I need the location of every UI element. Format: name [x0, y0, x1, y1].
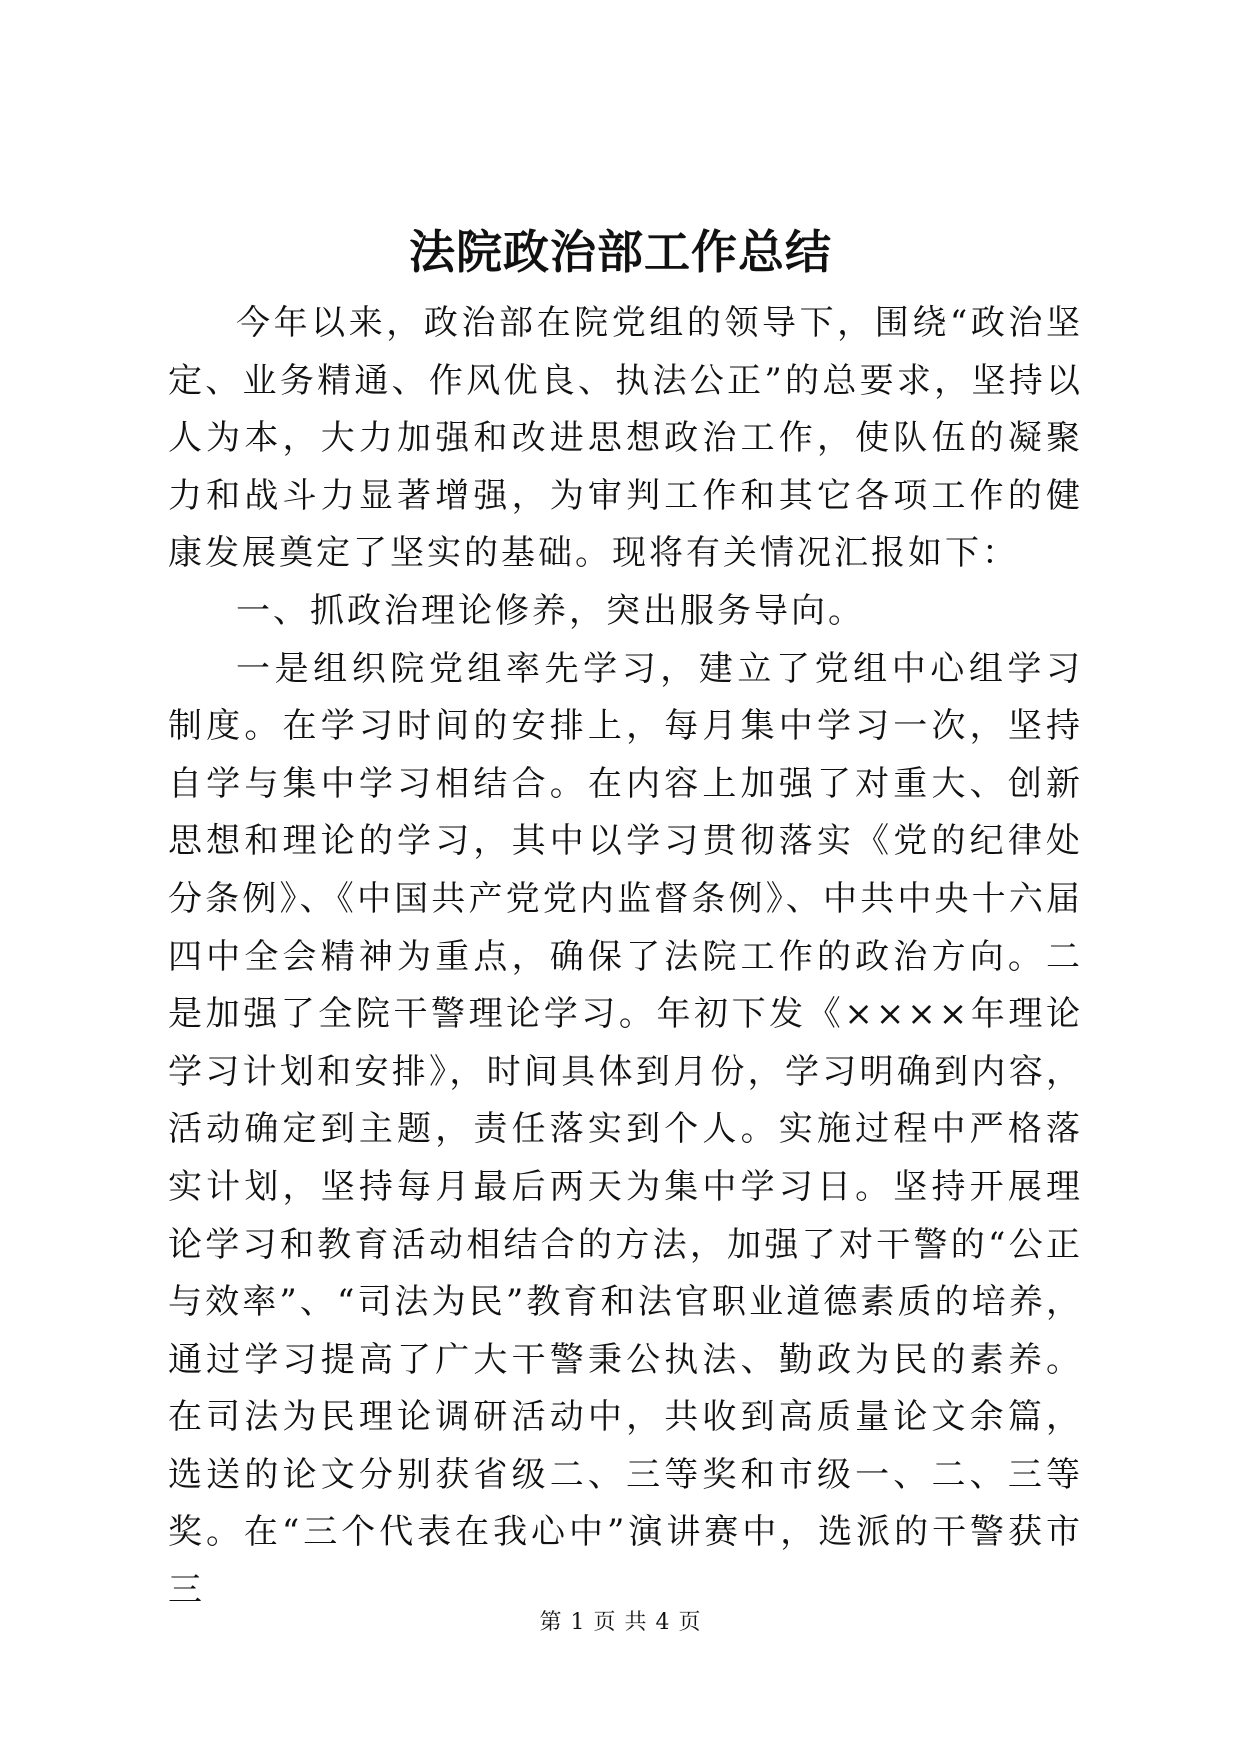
page-number-footer: 第 1 页 共 4 页 [539, 1610, 702, 1635]
paragraph-intro: 今年以来，政治部在院党组的领导下，围绕“政治坚定、业务精通、作风优良、执法公正”的总要求，坚持以人为本，大力加强和改进思想政治工作，使队伍的凝聚力和战斗力显著增强，为审判工作和其它各项工作的健康发展奠定了坚实的基础。现将有关情况汇报如下： [168, 303, 1083, 574]
section-heading-1: 一、抓政治理论修养，突出服务导向。 [236, 590, 865, 631]
document-body [168, 295, 1083, 1620]
paragraph-section-1: 一是组织院党组率先学习，建立了党组中心组学习制度。在学习时间的安排上，每月集中学习一次，坚持自学与集中学习相结合。在内容上加强了对重大、创新思想和理论的学习，其中以学习贯彻落实《党的纪律处分条例》、《中国共产党党内监督条例》、中共中央十六届四中全会精神为重点，确保了法院工作的政治方向。二是加强了全院干警理论学习。年初下发《××××年理论学习计划和安排》，时间具体到月份，学习明确到内容，活动确定到主题，责任落实到个人。实施过程中严格落实计划，坚持每月最后两天为集中学习日。坚持开展理论学习和教育活动相结合的方法，加强了对干警的“公正与效率”、“司法为民”教育和法官职业道德素质的培养，通过学习提高了广大干警秉公执法、勤政为民的素养。在司法为民理论调研活动中，共收到高质量论文余篇，选送的论文分别获省级二、三等奖和市级一、二、三等奖。在“三个代表在我心中”演讲赛中，选派的干警获市三 [168, 648, 1083, 1611]
document-title: 法院政治部工作总结 [409, 225, 832, 279]
